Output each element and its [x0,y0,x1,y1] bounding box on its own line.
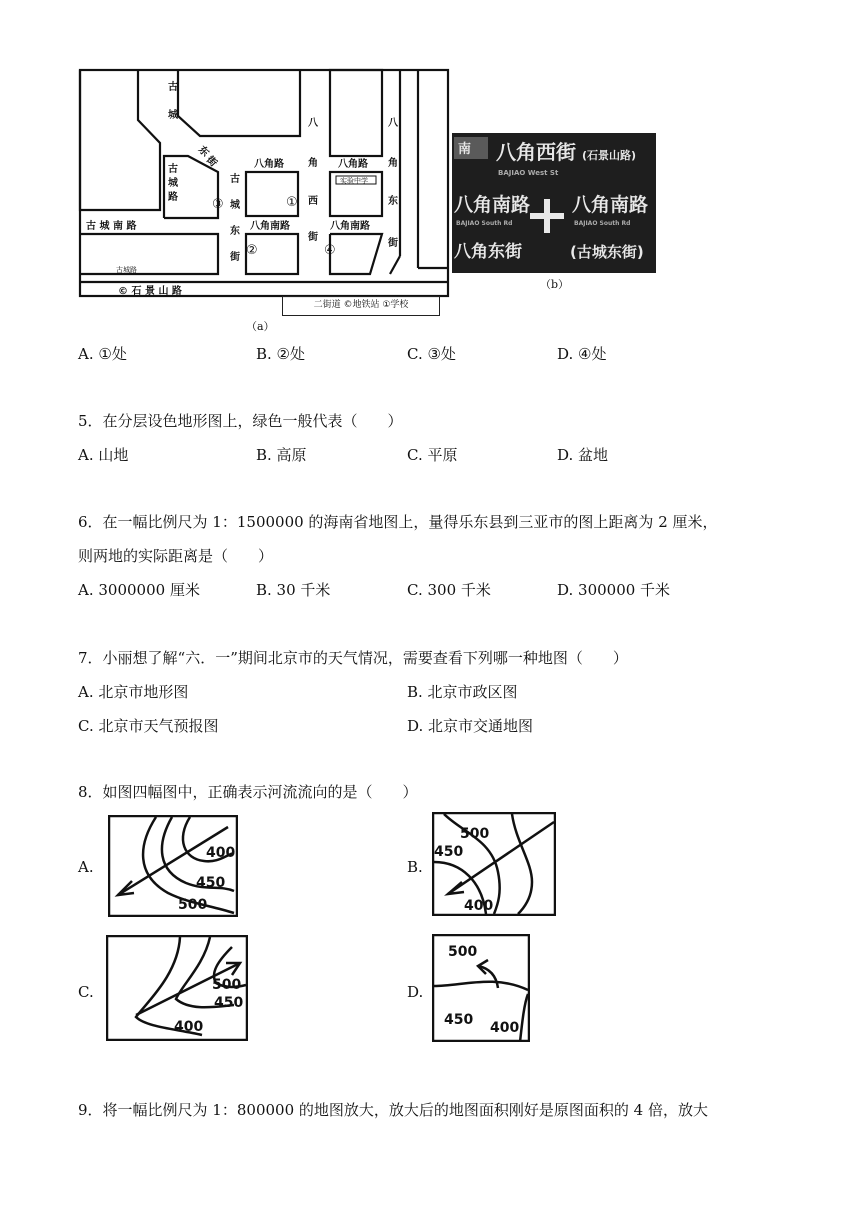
sign-bottom-left: 八角东街 [454,242,522,262]
sign-top-paren: (石景山路) [582,149,637,162]
marker-2: ② [246,243,258,258]
svg-text:450: 450 [434,844,464,860]
q7-option-d[interactable]: D. 北京市交通地图 [407,717,534,735]
svg-text:八角南路: 八角南路 [250,221,290,232]
svg-text:城: 城 [230,200,240,211]
marker-1: ① [286,195,298,210]
q4-option-d[interactable]: D. ④处 [557,345,607,363]
q5-stem: 5．在分层设色地形图上，绿色一般代表（ ） [78,412,403,430]
q6-option-d[interactable]: D. 300000 千米 [557,581,671,599]
q8-label-a[interactable]: A. [78,858,94,876]
svg-text:© 石 景: © 石 景 山 路 [118,286,182,297]
q7-option-a[interactable]: A. 北京市地形图 [78,683,189,701]
sign-north: 南 [458,142,472,157]
q4-option-c[interactable]: C. ③处 [407,345,456,363]
svg-text:东: 东 [230,226,240,237]
road-sign-figure-b [452,133,656,273]
svg-text:角: 角 [308,158,318,169]
sign-top-en: BAJIAO West St [498,169,559,177]
q8-label-b[interactable]: B. [407,858,423,876]
svg-text:东: 东 [195,144,211,160]
sign-left-cn: 八角南路 [454,194,531,216]
q6-stem-line1: 6．在一幅比例尺为 1：1500000 的海南省地图上，量得乐东县到三亚市的图上距离为 2 厘米， [78,513,718,531]
svg-text:街: 街 [388,238,398,249]
q6-option-c[interactable]: C. 300 千米 [407,581,491,599]
q6-option-a[interactable]: A. 3000000 厘米 [78,581,200,599]
q5-option-c[interactable]: C. 平原 [407,446,458,464]
svg-text:古 城 南 路: 古 城 南 路 [86,221,137,232]
svg-text:八角路: 八角路 [338,159,368,170]
sign-top-cn: 八角西街 [496,140,576,164]
svg-text:实验中学: 实验中学 [340,177,368,185]
svg-text:八角路: 八角路 [254,159,284,170]
svg-text:东: 东 [388,196,398,207]
q8-stem: 8．如图四幅图中，正确表示河流流向的是（ ） [78,783,418,801]
svg-text:角: 角 [388,158,398,169]
svg-text:路: 路 [168,192,178,203]
svg-text:城: 城 [168,110,178,121]
svg-text:400: 400 [464,898,494,914]
contour-map-b [432,812,556,916]
svg-text:城: 城 [168,178,178,189]
contour-map-a [108,815,238,917]
sign-right-en: BAJIAO South Rd [574,220,631,227]
map-legend: 二街道 ©地铁站 ①学校 [282,296,440,316]
svg-text:400: 400 [490,1020,520,1036]
q8-label-d[interactable]: D. [407,983,424,1001]
svg-text:八: 八 [308,118,318,129]
svg-text:450: 450 [214,995,244,1011]
svg-text:450: 450 [444,1012,474,1028]
q8-label-c[interactable]: C. [78,983,94,1001]
q5-option-d[interactable]: D. 盆地 [557,446,609,464]
q7-stem: 7．小丽想了解“六．一”期间北京市的天气情况，需要查看下列哪一种地图（ ） [78,649,628,667]
q9-stem: 9．将一幅比例尺为 1：800000 的地图放大，放大后的地图面积刚好是原图面积的 4 倍，放大 [78,1101,708,1119]
svg-text:八: 八 [388,118,398,129]
label-gucheng-top: 古 [168,82,178,93]
svg-text:400: 400 [174,1019,204,1035]
svg-text:500: 500 [448,944,478,960]
svg-text:古城路: 古城路 [116,266,137,274]
svg-text:500: 500 [212,977,242,993]
q7-option-c[interactable]: C. 北京市天气预报图 [78,717,219,735]
svg-text:西: 西 [308,196,318,207]
svg-text:500: 500 [460,826,490,842]
sign-right-cn: 八角南路 [572,194,649,216]
marker-4: ④ [324,243,336,258]
svg-text:街: 街 [230,252,240,263]
svg-text:450: 450 [196,875,226,891]
q4-option-a[interactable]: A. ①处 [78,345,127,363]
caption-a: （a） [246,320,275,333]
svg-text:500: 500 [178,897,208,913]
caption-b: （b） [540,278,570,291]
svg-text:街: 街 [308,232,318,243]
street-map-figure-a [78,68,450,298]
contour-map-c [106,935,248,1041]
q5-option-a[interactable]: A. 山地 [78,446,129,464]
svg-text:街: 街 [203,154,219,170]
svg-text:古: 古 [230,174,240,185]
svg-text:八角南路: 八角南路 [330,221,370,232]
q4-option-b[interactable]: B. ②处 [256,345,306,363]
q5-option-b[interactable]: B. 高原 [256,446,307,464]
contour-map-d [432,934,530,1042]
svg-text:400: 400 [206,845,236,861]
q6-stem-line2: 则两地的实际距离是（ ） [78,547,274,565]
svg-text:古: 古 [168,164,178,175]
q6-option-b[interactable]: B. 30 千米 [256,581,331,599]
q7-option-b[interactable]: B. 北京市政区图 [407,683,518,701]
sign-bottom-right: (古城东街) [570,243,644,261]
marker-3: ③ [212,197,224,212]
sign-left-en: BAJIAO South Rd [456,220,513,227]
